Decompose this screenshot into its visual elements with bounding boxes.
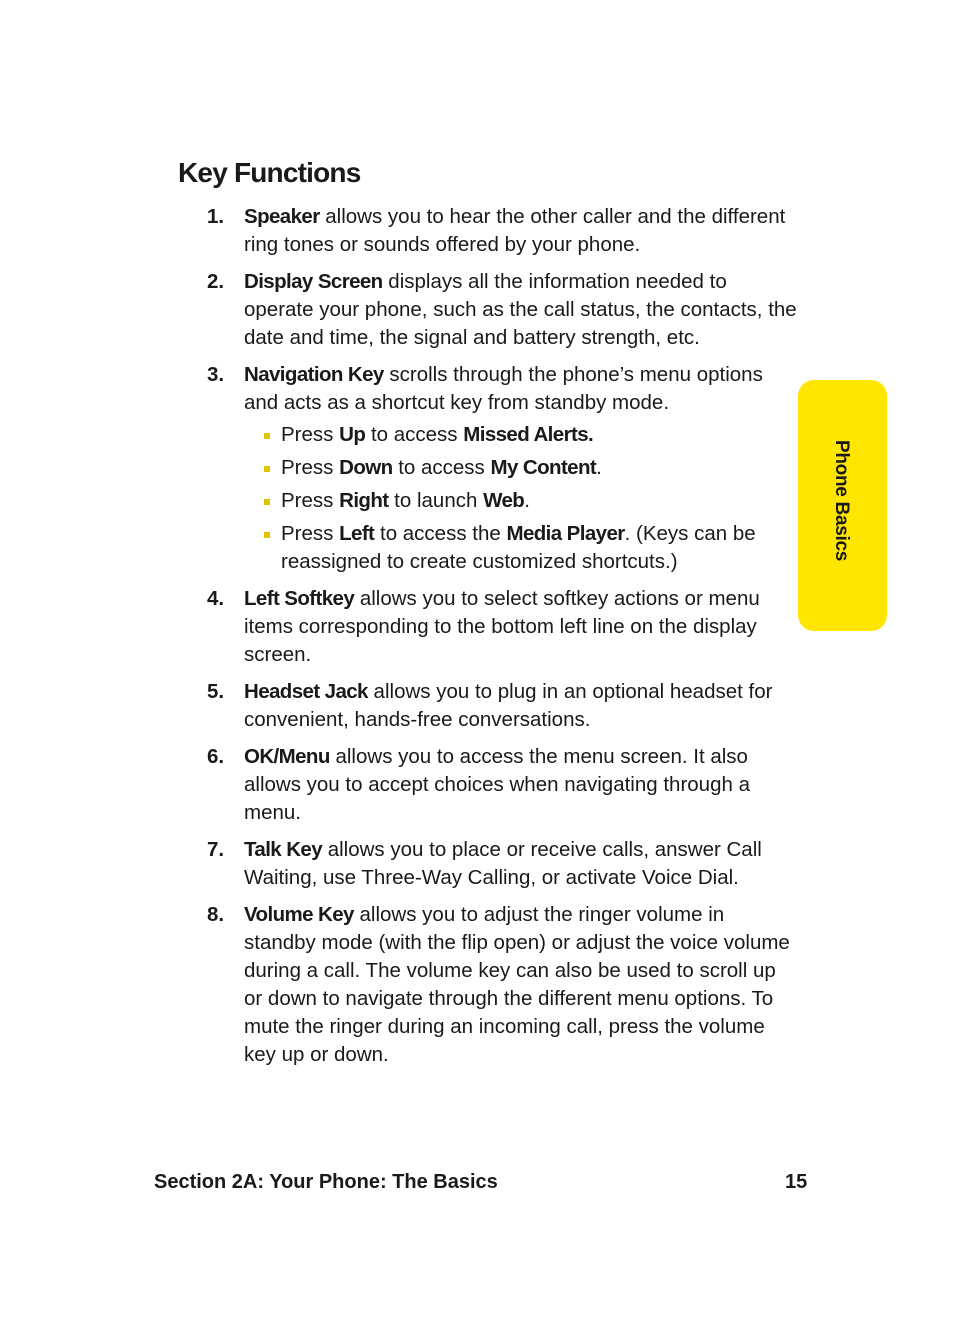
square-bullet-icon (264, 532, 270, 538)
bullet-text: . (Keys can be reassigned to create customized shortcuts.) (281, 522, 756, 573)
navigation-key-bullets (244, 421, 797, 576)
square-bullet-icon (264, 499, 270, 505)
item-text: allows you to hear the other caller and the different ring tones or sounds offered by your phone. (244, 205, 786, 256)
item-number: 6. (207, 745, 225, 768)
item-term: Display Screen (244, 270, 383, 293)
list-item (207, 268, 797, 352)
bullet-text: Press (281, 489, 340, 512)
bullet-text: . (524, 489, 530, 512)
bullet-text: to access (365, 423, 464, 446)
item-term: Talk Key (244, 838, 323, 861)
square-bullet-icon (264, 466, 270, 472)
bullet-target: My Content (490, 456, 597, 479)
bullet-key: Up (339, 423, 366, 446)
bullet-target: Web (483, 489, 525, 512)
item-text: allows you to adjust the ringer volume in standby mode (with the flip open) or adjust the voice volume during a call. The volume key can also be used to scroll up or down to navigate through the different menu options. To mute the ringer during an incoming call, press the volume key up or down. (244, 903, 790, 1066)
item-text: allows you to select softkey actions or menu items corresponding to the bottom left line on the display screen. (244, 587, 760, 666)
bullet-text: to access the (374, 522, 507, 545)
key-functions-list (207, 203, 797, 1078)
square-bullet-icon (264, 433, 270, 439)
list-item (207, 836, 797, 892)
bullet-item (244, 454, 797, 482)
bullet-text: Press (281, 456, 340, 479)
bullet-item (244, 487, 797, 515)
item-text: displays all the information needed to operate your phone, such as the call status, the contacts, the date and time, the signal and battery strength, etc. (244, 270, 797, 349)
item-number: 4. (207, 587, 225, 610)
item-number: 1. (207, 205, 225, 228)
item-number: 3. (207, 363, 225, 386)
item-number: 5. (207, 680, 225, 703)
bullet-text: Press (281, 423, 340, 446)
item-text: scrolls through the phone’s menu options and acts as a shortcut key from standby mode. (244, 363, 763, 414)
item-term: OK/Menu (244, 745, 330, 768)
footer-section-title: Section 2A: Your Phone: The Basics (154, 1171, 498, 1193)
item-number: 7. (207, 838, 225, 861)
list-item (207, 743, 797, 827)
list-item (207, 203, 797, 259)
item-number: 8. (207, 903, 225, 926)
bullet-key: Left (339, 522, 375, 545)
bullet-item (244, 520, 797, 576)
item-text: allows you to place or receive calls, answer Call Waiting, use Three-Way Calling, or activate Voice Dial. (244, 838, 762, 889)
bullet-item (244, 421, 797, 449)
bullet-key: Down (339, 456, 393, 479)
bullet-key: Right (339, 489, 389, 512)
section-side-tab (798, 380, 887, 631)
item-term: Volume Key (244, 903, 354, 926)
item-text: allows you to plug in an optional headset for convenient, hands-free conversations. (244, 680, 773, 731)
side-tab-label: Phone Basics (831, 440, 852, 562)
item-term: Speaker (244, 205, 320, 228)
item-term: Left Softkey (244, 587, 355, 610)
bullet-text: to launch (388, 489, 484, 512)
page-heading: Key Functions (178, 157, 361, 188)
bullet-target: Media Player (506, 522, 625, 545)
bullet-text: Press (281, 522, 340, 545)
list-item (207, 361, 797, 576)
list-item (207, 678, 797, 734)
item-text: allows you to access the menu screen. It also allows you to accept choices when navigating through a menu. (244, 745, 750, 824)
list-item (207, 585, 797, 669)
item-term: Headset Jack (244, 680, 368, 703)
bullet-text: . (596, 456, 602, 479)
page-number: 15 (785, 1171, 808, 1193)
list-item (207, 901, 797, 1069)
item-number: 2. (207, 270, 225, 293)
bullet-target: Missed Alerts. (463, 423, 594, 446)
item-term: Navigation Key (244, 363, 384, 386)
bullet-text: to access (392, 456, 491, 479)
